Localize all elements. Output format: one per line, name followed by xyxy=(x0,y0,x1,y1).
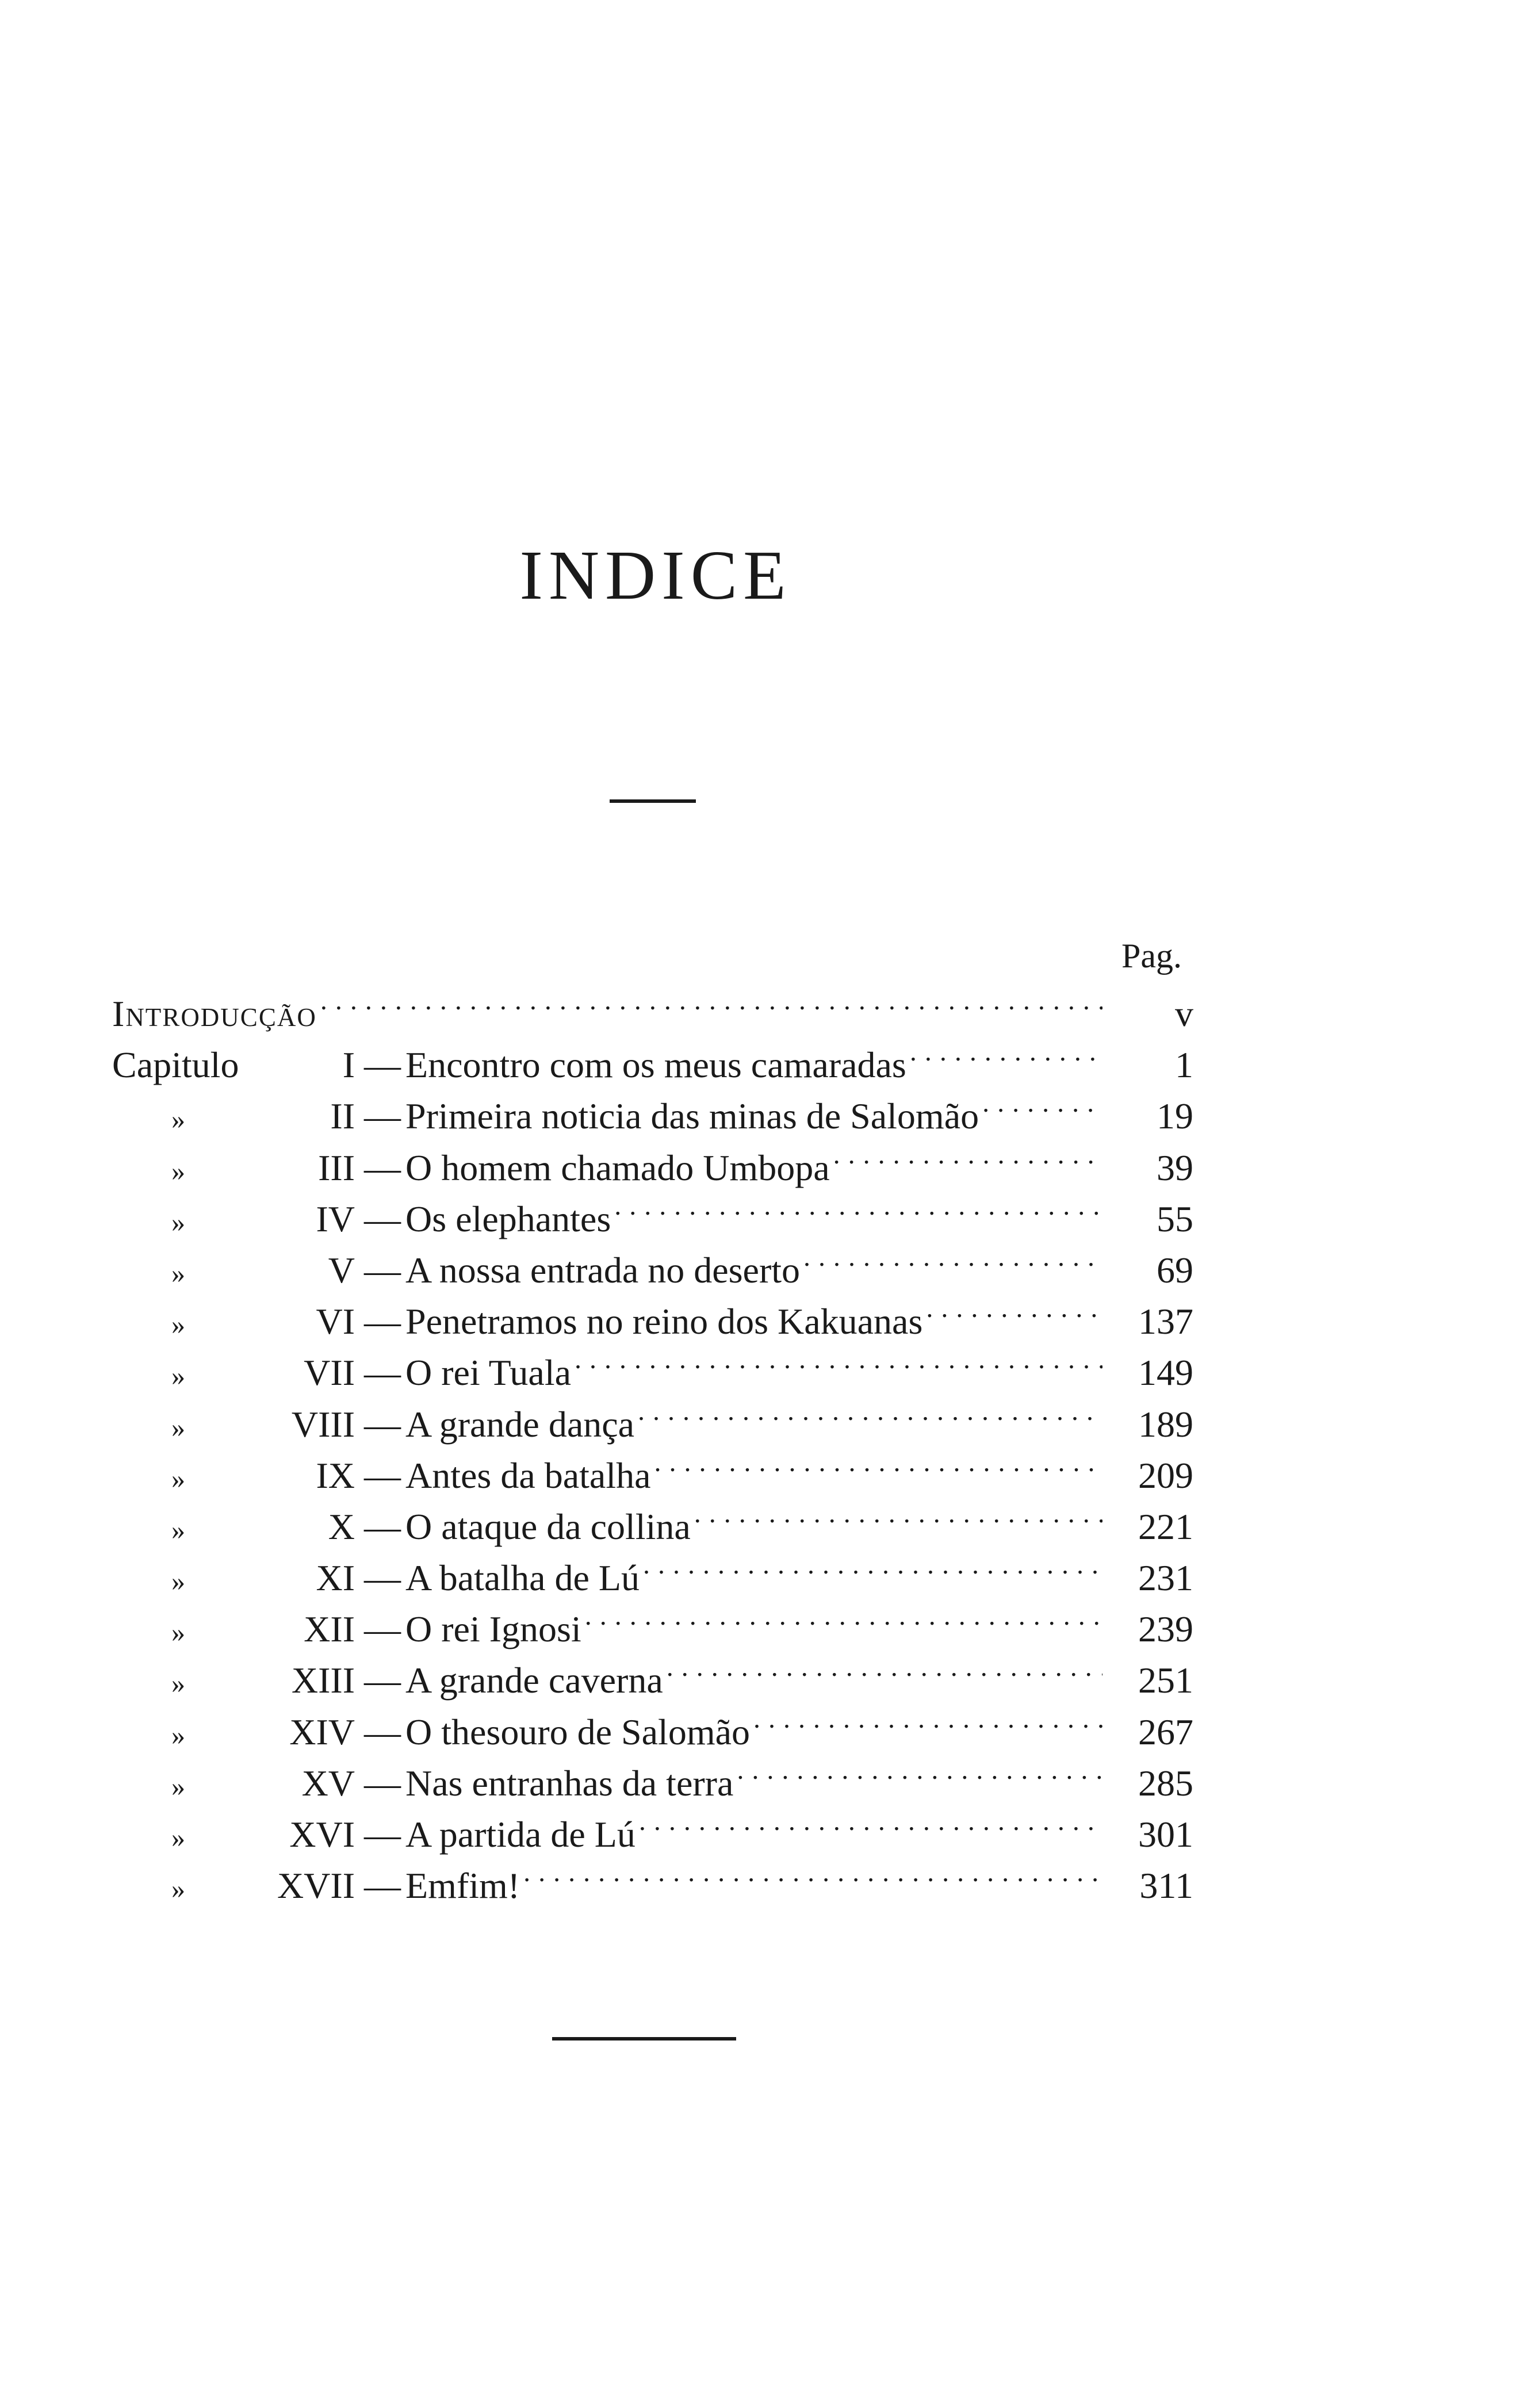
toc-row-chapter xyxy=(112,1693,1193,1752)
chapter-numeral: VII xyxy=(304,1352,355,1393)
chapter-dash: — xyxy=(364,1506,401,1547)
chapter-dash: — xyxy=(364,1865,401,1907)
dot-leader xyxy=(667,1641,1102,1693)
ditto-mark: » xyxy=(171,1258,185,1289)
chapter-dash: — xyxy=(364,1660,401,1701)
chapter-dash: — xyxy=(364,1044,401,1086)
chapter-numeral: XIV xyxy=(289,1711,355,1752)
toc-row-chapter xyxy=(112,1180,1193,1239)
end-rule xyxy=(552,2037,736,2041)
chapter-title: O homem chamado Umbopa xyxy=(405,1147,830,1188)
chapter-title: A nossa entrada no deserto xyxy=(405,1249,801,1291)
chapter-dash: — xyxy=(364,1096,401,1137)
chapter-title: Primeira noticia das minas de Salomão xyxy=(405,1096,979,1137)
ditto-mark: » xyxy=(171,1361,185,1392)
toc-row-chapter xyxy=(112,1026,1193,1086)
chapter-page: 55 xyxy=(1157,1198,1193,1239)
chapter-title: O thesouro de Salomão xyxy=(405,1711,750,1752)
dot-leader xyxy=(982,1077,1102,1128)
ditto-mark: » xyxy=(171,1874,185,1905)
chapter-numeral: XVI xyxy=(289,1814,355,1855)
chapter-numeral: VIII xyxy=(291,1403,355,1445)
chapter-page: 221 xyxy=(1138,1506,1193,1547)
chapter-numeral: X xyxy=(328,1506,355,1547)
chapter-numeral: II xyxy=(330,1096,355,1137)
chapter-title: A batalha de Lú xyxy=(405,1557,640,1599)
dot-leader xyxy=(910,1026,1102,1077)
chapter-dash: — xyxy=(364,1711,401,1752)
chapter-dash: — xyxy=(364,1147,401,1188)
chapter-page: 267 xyxy=(1138,1711,1193,1752)
chapter-title: O rei Tuala xyxy=(405,1352,571,1393)
chapter-title: Antes da batalha xyxy=(405,1454,651,1496)
table-of-contents xyxy=(112,975,1193,1907)
dot-leader xyxy=(753,1693,1102,1744)
chapter-page: 251 xyxy=(1138,1660,1193,1701)
dot-leader xyxy=(523,1847,1102,1898)
chapter-page: 231 xyxy=(1138,1557,1193,1599)
chapter-title: Emfim! xyxy=(405,1865,520,1907)
dot-leader xyxy=(643,1539,1102,1590)
chapter-page: 1 xyxy=(1175,1044,1193,1086)
introduction-label: Introducção xyxy=(112,993,317,1034)
toc-row-chapter xyxy=(112,1283,1193,1342)
chapter-page: 285 xyxy=(1138,1762,1193,1804)
chapter-title: Encontro com os meus camaradas xyxy=(405,1044,906,1086)
chapter-page: 301 xyxy=(1138,1814,1193,1855)
chapter-page: 39 xyxy=(1157,1147,1193,1188)
ditto-mark: » xyxy=(171,1720,185,1751)
toc-row-chapter xyxy=(112,1744,1193,1804)
toc-row-chapter xyxy=(112,1488,1193,1547)
chapter-title: Nas entranhas da terra xyxy=(405,1762,734,1804)
chapter-numeral: IV xyxy=(316,1198,355,1239)
chapter-dash: — xyxy=(364,1762,401,1804)
chapter-dash: — xyxy=(364,1609,401,1650)
ditto-mark: » xyxy=(171,1412,185,1443)
chapter-dash: — xyxy=(364,1249,401,1291)
dot-leader xyxy=(803,1231,1102,1283)
chapter-numeral: IX xyxy=(316,1454,355,1496)
chapter-page: 311 xyxy=(1139,1865,1193,1907)
ditto-mark: » xyxy=(171,1310,185,1341)
toc-row-chapter xyxy=(112,1641,1193,1701)
chapter-page: 137 xyxy=(1138,1301,1193,1342)
toc-row-chapter xyxy=(112,1334,1193,1393)
ditto-mark: » xyxy=(171,1823,185,1853)
chapter-numeral: XI xyxy=(316,1557,355,1599)
chapter-dash: — xyxy=(364,1454,401,1496)
toc-row-chapter xyxy=(112,1590,1193,1650)
title-rule xyxy=(610,799,696,803)
chapter-dash: — xyxy=(364,1403,401,1445)
chapter-title: A grande dança xyxy=(405,1403,635,1445)
chapter-numeral: XVII xyxy=(277,1865,355,1907)
chapter-title: A partida de Lú xyxy=(405,1814,636,1855)
chapter-title: O ataque da collina xyxy=(405,1506,691,1547)
toc-row-chapter xyxy=(112,1539,1193,1599)
toc-row-chapter xyxy=(112,1077,1193,1137)
dot-leader xyxy=(654,1437,1103,1488)
chapter-dash: — xyxy=(364,1301,401,1342)
chapter-title: A grande caverna xyxy=(405,1660,663,1701)
toc-row-introduction xyxy=(112,975,1193,1034)
chapter-numeral: XII xyxy=(304,1609,355,1650)
chapter-page: 69 xyxy=(1157,1249,1193,1291)
page-column-heading: Pag. xyxy=(1121,937,1182,975)
chapter-dash: — xyxy=(364,1814,401,1855)
dot-leader xyxy=(737,1744,1102,1796)
chapter-numeral: V xyxy=(328,1249,355,1291)
dot-leader xyxy=(638,1385,1102,1437)
toc-row-chapter xyxy=(112,1796,1193,1855)
ditto-mark: » xyxy=(171,1155,185,1186)
chapter-page: 149 xyxy=(1138,1352,1193,1393)
chapter-dash: — xyxy=(364,1557,401,1599)
chapter-numeral: XIII xyxy=(291,1660,355,1701)
page-title: INDICE xyxy=(519,537,792,614)
dot-leader xyxy=(320,975,1102,1026)
ditto-mark: » xyxy=(171,1771,185,1802)
chapter-numeral: III xyxy=(318,1147,355,1188)
chapter-dash: — xyxy=(364,1352,401,1393)
dot-leader xyxy=(585,1590,1102,1641)
ditto-mark: » xyxy=(171,1514,185,1545)
chapter-word: Capitulo xyxy=(112,1044,239,1086)
chapter-dash: — xyxy=(364,1198,401,1239)
chapter-numeral: VI xyxy=(316,1301,355,1342)
chapter-title: Os elephantes xyxy=(405,1198,611,1239)
ditto-mark: » xyxy=(171,1463,185,1494)
chapter-page: 189 xyxy=(1138,1403,1193,1445)
dot-leader xyxy=(694,1488,1102,1539)
dot-leader xyxy=(833,1129,1102,1180)
chapter-page: 239 xyxy=(1138,1609,1193,1650)
toc-row-chapter xyxy=(112,1231,1193,1291)
dot-leader xyxy=(575,1334,1102,1385)
chapter-list xyxy=(112,1026,1193,1907)
chapter-page: 19 xyxy=(1157,1096,1193,1137)
toc-row-chapter xyxy=(112,1847,1193,1907)
chapter-numeral: I xyxy=(342,1044,355,1086)
toc-row-chapter xyxy=(112,1385,1193,1445)
ditto-mark: » xyxy=(171,1617,185,1648)
toc-row-chapter xyxy=(112,1129,1193,1188)
toc-row-chapter xyxy=(112,1437,1193,1496)
ditto-mark: » xyxy=(171,1207,185,1238)
ditto-mark: » xyxy=(171,1668,185,1699)
ditto-mark: » xyxy=(171,1104,185,1135)
introduction-page: v xyxy=(1175,993,1193,1034)
ditto-mark: » xyxy=(171,1566,185,1597)
dot-leader xyxy=(639,1796,1102,1847)
chapter-title: Penetramos no reino dos Kakuanas xyxy=(405,1301,923,1342)
chapter-page: 209 xyxy=(1138,1454,1193,1496)
chapter-numeral: XV xyxy=(301,1762,355,1804)
dot-leader xyxy=(614,1180,1102,1231)
chapter-title: O rei Ignosi xyxy=(405,1609,581,1650)
dot-leader xyxy=(926,1283,1102,1334)
